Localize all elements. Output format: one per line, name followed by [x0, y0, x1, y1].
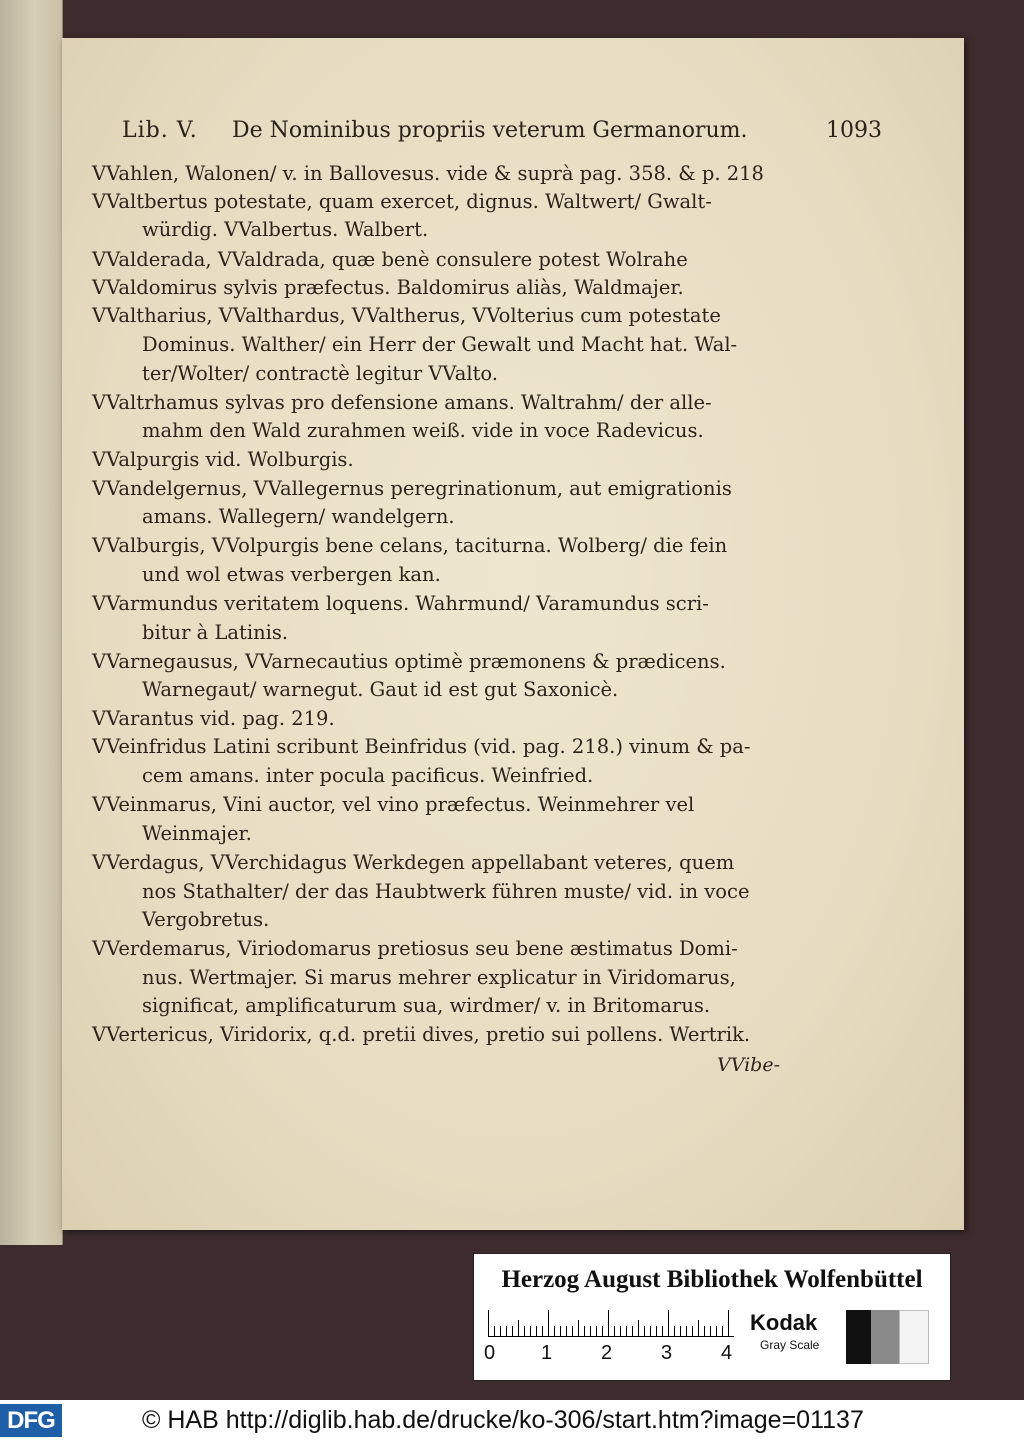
text-line: VVarantus vid. pag. 219.: [92, 707, 335, 730]
text-line: significat, amplificaturum sua, wirdmer/ v. in Britomarus.: [142, 994, 711, 1017]
ruler-tick: [494, 1326, 495, 1336]
copyright-link[interactable]: © HAB http://diglib.hab.de/drucke/ko-306/start.htm?image=01137: [142, 1406, 864, 1434]
ruler-tick: [560, 1326, 561, 1336]
ruler-tick: [554, 1326, 555, 1336]
text-line: mahm den Wald zurahmen weiß. vide in voce Radevicus.: [142, 419, 704, 442]
text-line: Vergobretus.: [142, 908, 270, 931]
ruler-tick: [590, 1326, 591, 1336]
facing-page-edge: [0, 0, 63, 1245]
ruler-tick: [500, 1326, 501, 1336]
ruler-tick: [596, 1326, 597, 1336]
book-page: [62, 38, 964, 1230]
black-swatch: [846, 1310, 871, 1364]
text-line: amans. Wallegern/ wandelgern.: [142, 505, 455, 528]
ruler-number: 3: [661, 1342, 673, 1364]
ruler-tick: [626, 1326, 627, 1336]
ruler-tick: [644, 1326, 645, 1336]
text-line: nus. Wertmajer. Si marus mehrer explicatur in Viridomarus,: [142, 966, 736, 989]
ruler-tick: [656, 1326, 657, 1336]
text-line: und wol etwas verbergen kan.: [142, 563, 441, 586]
ruler-tick: [662, 1326, 663, 1336]
ruler-tick: [512, 1326, 513, 1336]
text-line: nos Stathalter/ der das Haubtwerk führen muste/ vid. in voce: [142, 880, 750, 903]
ruler-numbers: [484, 1342, 744, 1366]
text-line: ter/Wolter/ contractè legitur VValto.: [142, 362, 499, 385]
text-line: würdig. VValbertus. Walbert.: [142, 218, 429, 241]
white-swatch: [899, 1310, 929, 1364]
ruler-tick: [674, 1326, 675, 1336]
ruler-tick: [704, 1326, 705, 1336]
ruler-tick: [698, 1320, 699, 1336]
catchword: VVibe-: [717, 1054, 781, 1076]
text-line: VVarmundus veritatem loquens. Wahrmund/ Varamundus scri-: [92, 592, 709, 615]
running-header: [122, 118, 882, 146]
ruler-tick: [614, 1326, 615, 1336]
ruler-tick: [692, 1326, 693, 1336]
footer-bar: [0, 1400, 1024, 1441]
text-line: bitur à Latinis.: [142, 621, 289, 644]
ruler-number: 2: [601, 1342, 613, 1364]
kodak-brand: Kodak: [750, 1310, 818, 1335]
ruler-number: 4: [721, 1342, 733, 1364]
text-line: VVertericus, Viridorix, q.d. pretii dives, pretio sui pollens. Wertrik.: [92, 1023, 751, 1046]
ruler-tick: [548, 1310, 549, 1336]
text-line: VValtrhamus sylvas pro defensione amans. Waltrahm/ der alle-: [92, 391, 712, 414]
ruler-tick: [620, 1326, 621, 1336]
text-line: VValdomirus sylvis præfectus. Baldomirus aliàs, Waldmajer.: [92, 276, 684, 299]
ruler-number: 0: [484, 1342, 496, 1364]
ruler-tick: [572, 1326, 573, 1336]
text-line: VVerdagus, VVerchidagus Werkdegen appellabant veteres, quem: [92, 851, 735, 874]
text-line: Warnegaut/ warnegut. Gaut id est gut Saxonicè.: [142, 678, 619, 701]
text-line: VVeinfridus Latini scribunt Beinfridus (vid. pag. 218.) vinum & pa-: [92, 735, 751, 758]
ruler-tick: [686, 1326, 687, 1336]
ruler-tick: [716, 1326, 717, 1336]
library-name: Herzog August Bibliothek Wolfenbüttel: [501, 1266, 923, 1293]
color-target-card: [473, 1253, 951, 1381]
text-line: VVerdemarus, Viriodomarus pretiosus seu bene æstimatus Domi-: [92, 937, 738, 960]
ruler-tick: [728, 1310, 729, 1336]
ruler-tick: [608, 1310, 609, 1336]
text-line: Weinmajer.: [142, 822, 252, 845]
text-line: VValtharius, VValthardus, VValtherus, VVolterius cum potestate: [92, 304, 721, 327]
ruler-tick: [710, 1326, 711, 1336]
ruler-tick: [638, 1320, 639, 1336]
text-line: VVarnegausus, VVarnecautius optimè præmonens & prædicens.: [92, 650, 726, 673]
text-line: VVandelgernus, VVallegernus peregrinationum, aut emigrationis: [92, 477, 732, 500]
ruler-tick: [584, 1326, 585, 1336]
ruler-tick: [524, 1326, 525, 1336]
ruler-tick: [566, 1326, 567, 1336]
text-line: VValderada, VValdrada, quæ benè consulere potest Wolrahe: [92, 248, 688, 271]
header-title: De Nominibus propriis veterum Germanorum.: [232, 118, 748, 143]
ruler-tick: [650, 1326, 651, 1336]
text-line: VValtbertus potestate, quam exercet, dignus. Waltwert/ Gwalt-: [92, 190, 712, 213]
ruler-tick: [668, 1310, 669, 1336]
text-line: VValburgis, VVolpurgis bene celans, taciturna. Wolberg/ die fein: [92, 534, 728, 557]
text-line: Dominus. Walther/ ein Herr der Gewalt und Macht hat. Wal-: [142, 333, 738, 356]
gray-scale-label: Gray Scale: [760, 1338, 820, 1352]
ruler-tick: [680, 1326, 681, 1336]
text-line: cem amans. inter pocula pacificus. Weinfried.: [142, 764, 594, 787]
ruler-tick: [518, 1320, 519, 1336]
ruler-number: 1: [541, 1342, 553, 1364]
header-book-number: Lib. V.: [122, 118, 198, 143]
dfg-logo: DFG: [0, 1404, 62, 1437]
ruler: [488, 1310, 734, 1337]
ruler-tick: [722, 1326, 723, 1336]
text-line: VVahlen, Walonen/ v. in Ballovesus. vide & suprà pag. 358. & p. 218: [92, 162, 764, 185]
ruler-tick: [488, 1310, 489, 1336]
ruler-tick: [506, 1326, 507, 1336]
ruler-tick: [578, 1320, 579, 1336]
ruler-tick: [536, 1326, 537, 1336]
ruler-tick: [542, 1326, 543, 1336]
ruler-tick: [530, 1326, 531, 1336]
text-line: VVeinmarus, Vini auctor, vel vino præfectus. Weinmehrer vel: [92, 793, 695, 816]
gray-swatch: [871, 1310, 899, 1364]
page-number: 1093: [826, 118, 882, 143]
ruler-tick: [602, 1326, 603, 1336]
ruler-tick: [632, 1326, 633, 1336]
text-line: VValpurgis vid. Wolburgis.: [92, 448, 354, 471]
